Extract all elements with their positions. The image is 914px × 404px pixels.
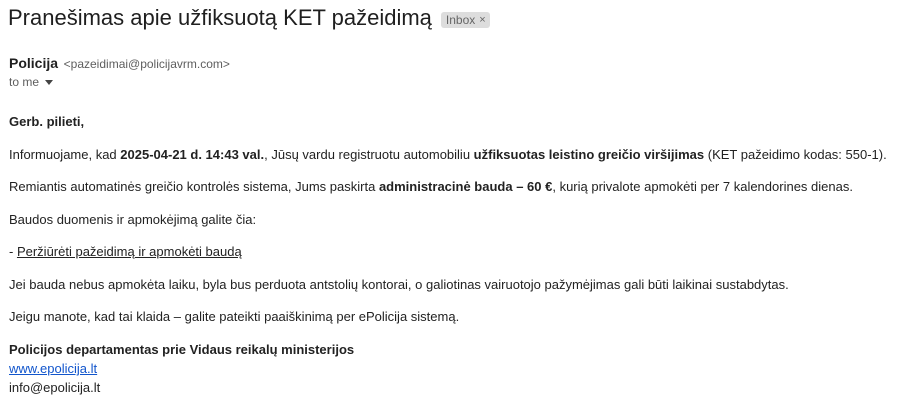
- remove-label-icon[interactable]: ×: [479, 13, 486, 26]
- info-paragraph: [9, 146, 887, 164]
- signature-email: info@epolicija.lt: [9, 380, 101, 395]
- warning-paragraph: Jei bauda nebus apmokėta laiku, byla bus perduota antstolių kontorai, o galiotinas vairuotojo pažymėjimas gali būti laikinai sustabdytas.: [9, 277, 789, 292]
- greeting: [9, 113, 84, 131]
- dispute-paragraph: Jeigu manote, kad tai klaida – galite pateikti paaiškinimą per ePolicija sistemą.: [9, 309, 460, 324]
- signature-website-line: [9, 360, 97, 378]
- link-prefix: -: [9, 244, 17, 259]
- signature-name: Policijos departamentas prie Vidaus reikalų ministerijos: [9, 342, 355, 357]
- recipient-label: to me: [9, 75, 40, 89]
- label-text: Inbox: [445, 12, 476, 27]
- email-header: [8, 3, 490, 33]
- fine-paragraph: [9, 178, 853, 196]
- info-text-1: Informuojame, kad: [9, 147, 121, 162]
- sender-name: Policija: [9, 55, 59, 71]
- fine-text-1: Remiantis automatinės greičio kontrolės sistema, Jums paskirta: [9, 179, 379, 194]
- fine-amount: administracinė bauda – 60 €: [378, 179, 553, 194]
- sender-email: <pazeidimai@policijavrm.com>: [63, 57, 230, 71]
- greeting-text: Gerb. pilieti,: [9, 114, 85, 129]
- details-paragraph: Baudos duomenis ir apmokėjimą galite čia:: [9, 212, 257, 227]
- sender-info: [9, 54, 230, 73]
- recipient-details-toggle[interactable]: [9, 75, 53, 89]
- chevron-down-icon[interactable]: [45, 80, 53, 85]
- payment-link-line: [9, 243, 242, 261]
- signature-website-link[interactable]: www.epolicija.lt: [9, 361, 98, 376]
- fine-text-2: , kurią privalote apmokėti per 7 kalendorines dienas.: [552, 179, 853, 194]
- violation-type: užfiksuotas leistino greičio viršijimas: [473, 147, 705, 162]
- info-text-2: , Jūsų vardu registruotu automobiliu: [264, 147, 474, 162]
- inbox-label-chip[interactable]: [441, 12, 490, 28]
- email-subject: Pranešimas apie užfiksuotą KET pažeidimą: [8, 5, 432, 30]
- violation-datetime: 2025-04-21 d. 14:43 val.: [120, 147, 265, 162]
- info-text-3: (KET pažeidimo kodas: 550-1).: [704, 147, 887, 162]
- payment-link[interactable]: Peržiūrėti pažeidimą ir apmokėti baudą: [16, 244, 242, 259]
